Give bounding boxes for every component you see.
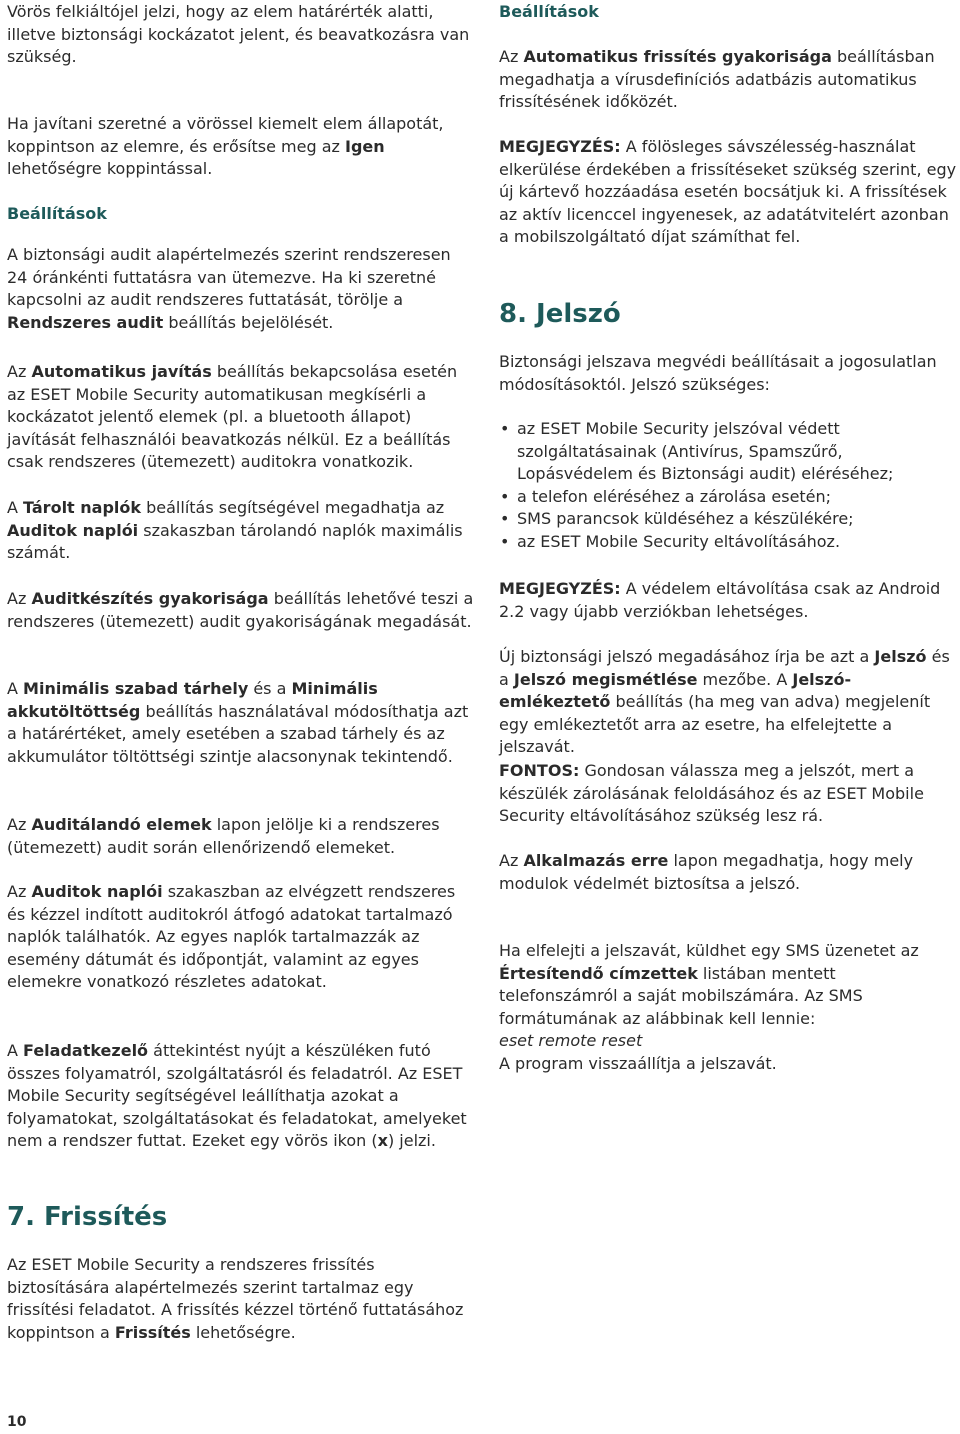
paragraph-warning-mark: Vörös felkiáltójel jelzi, hogy az elem határérték alatti, illetve biztonsági kockázatot jelent, és beavatkozásra van szükség. <box>7 2 470 67</box>
paragraph-forgot-password: Ha elfelejti a jelszavát, küldhet egy SMS üzenetet az Értesítendő címzettek listában mentett telefonszámról a saját mobilszámára. Az SMS formátumának az alábbinak kell lennie: <box>499 941 919 1028</box>
section-heading-update: 7. Frissítés <box>7 1202 168 1232</box>
page-number: 10 <box>7 1414 27 1430</box>
list-item: • az ESET Mobile Security eltávolításához. <box>499 531 939 554</box>
section-heading-password: 8. Jelszó <box>499 299 621 329</box>
paragraph-min-thresholds: A Minimális szabad tárhely és a Minimális akkutöltöttség beállítás használatával módosíthatja azt a határértéket, amely esetében a szabad tárhely és az akkumulátor töltöttségi szintje alacsonynak tekintendő. <box>7 679 469 766</box>
settings-subheading-update: Beállítások <box>499 2 599 21</box>
paragraph-new-password: Új biztonsági jelszó megadásához írja be azt a Jelszó és a Jelszó megismétlése mezőbe. A Jelszó-emlékeztető beállítás (ha meg van adva) megjelenít egy emlékeztetőt arra az esetre, ha elfelejtette a jelszavát. <box>499 647 950 757</box>
paragraph-note-android: MEGJEGYZÉS: A védelem eltávolítása csak az Android 2.2 vagy újabb verziókban lehetséges. <box>499 579 941 621</box>
paragraph-auto-fix: Az Automatikus javítás beállítás bekapcsolása esetén az ESET Mobile Security automatikusan megkísérli a kockázatot jelentő elemek (pl. a bluetooth állapot) javítását felhasználói beavatkozás nélkül. Ez a beállítás csak rendszeres (ütemezett) auditokra vonatkozik. <box>7 362 458 472</box>
paragraph-password-intro: Biztonsági jelszava megvédi beállításait a jogosulatlan módosításoktól. Jelszó szükséges: <box>499 352 937 394</box>
paragraph-update: Az ESET Mobile Security a rendszeres frissítés biztosítására alapértelmezés szerint tartalmaz egy frissítési feladatot. A frissítés kézzel történő futtatásához koppintson a Frissítés lehetőségre. <box>7 1255 464 1342</box>
list-item: • SMS parancsok küldéséhez a készülékére; <box>499 508 939 531</box>
paragraph-audit-schedule: A biztonsági audit alapértelmezés szerint rendszeresen 24 óránkénti futtatásra van ütemezve. Ha ki szeretné kapcsolni az audit rendszeres futtatását, törölje a Rendszeres audit beállítás bejelölését. <box>7 245 451 332</box>
paragraph-update-frequency: Az Automatikus frissítés gyakorisága beállításban megadhatja a vírusdefiníciós adatbázis automatikus frissítésének időközét. <box>499 47 935 112</box>
paragraph-note-bandwidth: MEGJEGYZÉS: A fölösleges sávszélesség-használat elkerülése érdekében a frissítéseket szükség szerint, egy új kártevő hozzáadása esetén bocsátjuk ki. A frissítések az aktív licenccel ingyenesek, az adatátvitelért azonban a mobilszolgáltató díjat számíthat fel. <box>499 137 957 247</box>
paragraph-apply-to: Az Alkalmazás erre lapon megadhatja, hogy mely modulok védelmét biztosítsa a jelszó. <box>499 851 914 893</box>
paragraph-audit-frequency: Az Auditkészítés gyakorisága beállítás lehetővé teszi a rendszeres (ütemezett) audit gyakoriságának megadását. <box>7 589 474 631</box>
paragraph-stored-logs: A Tárolt naplók beállítás segítségével megadhatja az Auditok naplói szakaszban tárolandó naplók maximális számát. <box>7 498 463 563</box>
paragraph-audit-logs: Az Auditok naplói szakaszban az elvégzett rendszeres és kézzel indított auditokról átfogó adatokat tartalmazó naplók találhatók. Az egyes naplók tartalmazzák az esemény dátumát és időpontját, valamint az egyes elemekre vonatkozó részletes adatokat. <box>7 882 456 992</box>
paragraph-reset-result: A program visszaállítja a jelszavát. <box>499 1054 777 1073</box>
list-item: • az ESET Mobile Security jelszóval védett szolgáltatásainak (Antivírus, Spamszűrő, Lopásvédelem és Biztonsági audit) eléréséhez; <box>499 418 939 486</box>
sms-command: eset remote reset <box>499 1031 643 1050</box>
password-required-list <box>499 418 939 554</box>
paragraph-fix-item: Ha javítani szeretné a vörössel kiemelt elem állapotát, koppintson az elemre, és erősítse meg az Igen lehetőségre koppintással. <box>7 114 444 179</box>
paragraph-audited-items: Az Auditálandó elemek lapon jelölje ki a rendszeres (ütemezett) audit során ellenőrizendő elemeket. <box>7 815 440 857</box>
paragraph-important: FONTOS: Gondosan válassza meg a jelszót, mert a készülék zárolásának feloldásához és az ESET Mobile Security eltávolításához szükség lesz rá. <box>499 761 924 826</box>
paragraph-task-manager: A Feladatkezelő áttekintést nyújt a készüléken futó összes folyamatról, szolgáltatásról és feladatról. Az ESET Mobile Security segítségével leállíthatja azokat a folyamatokat, szolgáltatásokat és feladatokat, amelyeket nem a rendszer futtat. Ezeket egy vörös ikon (x) jelzi. <box>7 1041 467 1151</box>
list-item: • a telefon eléréséhez a zárolása esetén; <box>499 486 939 509</box>
settings-subheading: Beállítások <box>7 204 107 223</box>
